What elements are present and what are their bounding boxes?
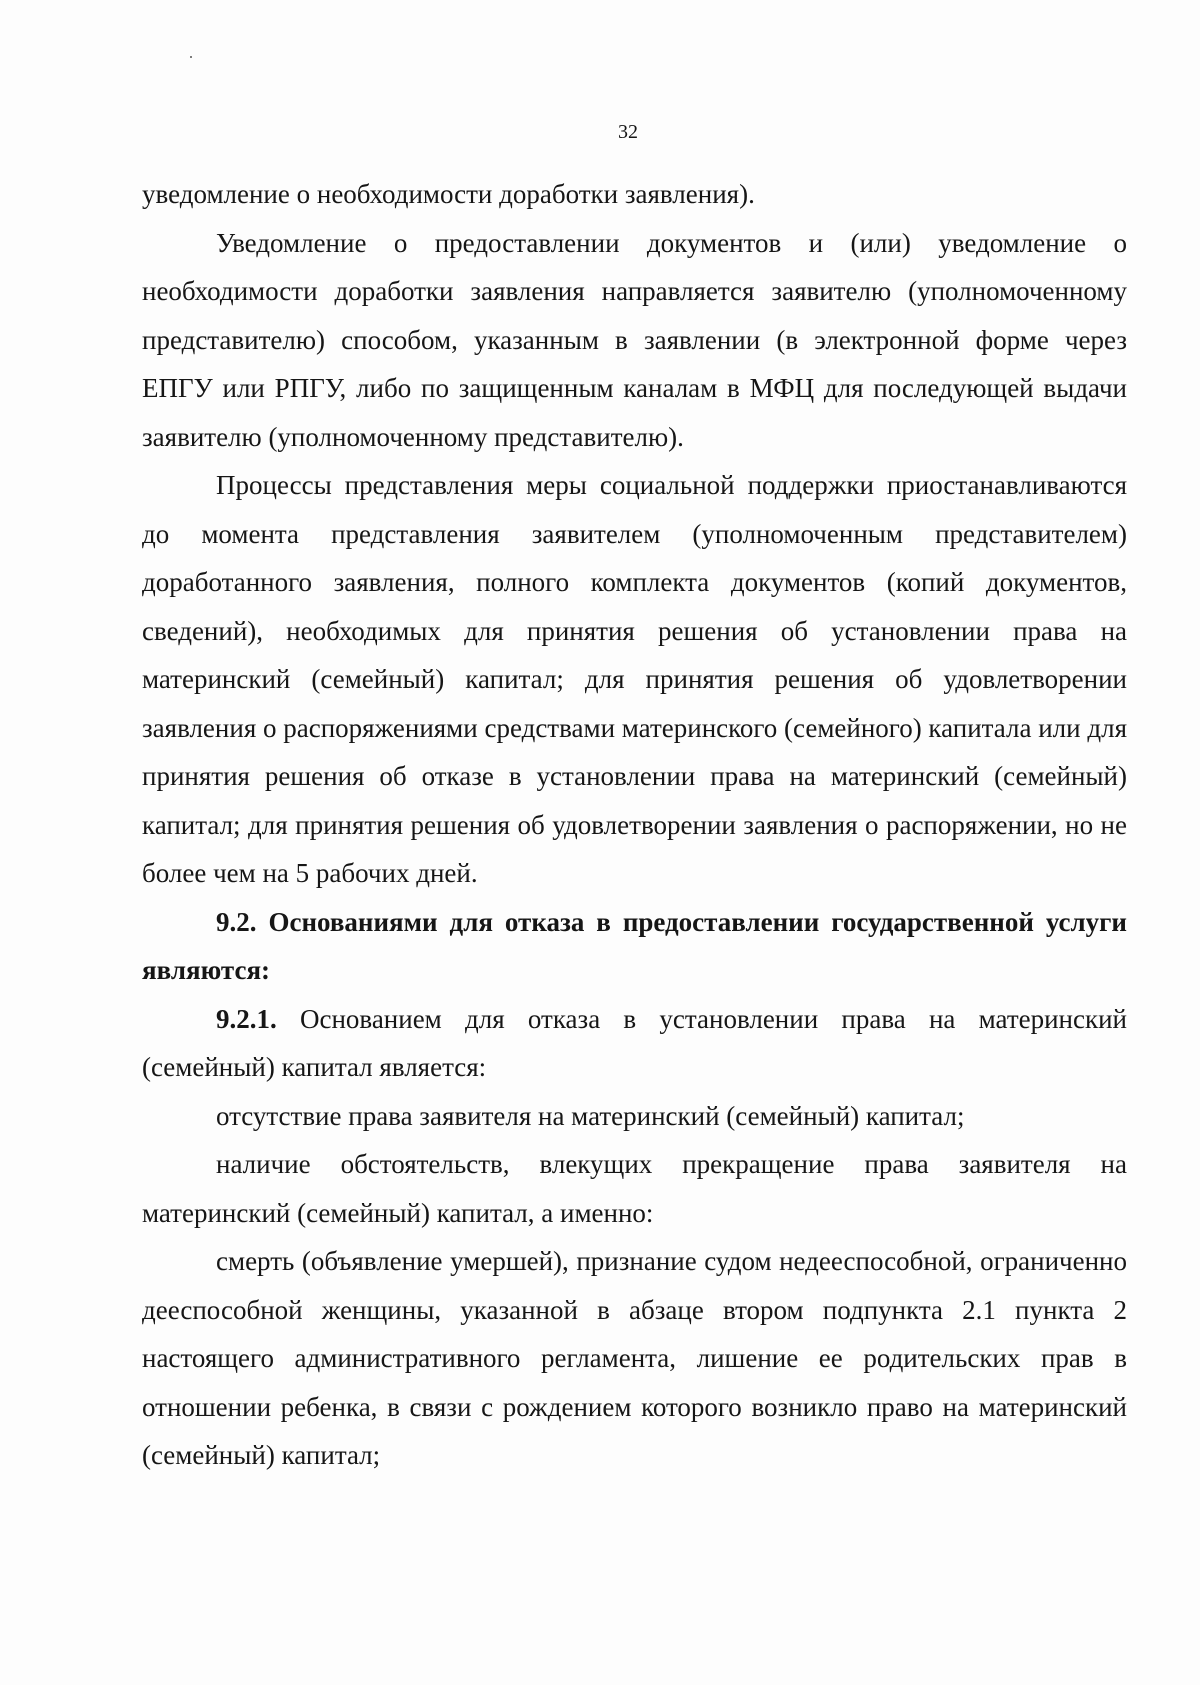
section-heading-refusal-grounds: 9.2. Основаниями для отказа в предоставлении государственной услуги являются:: [142, 906, 1127, 985]
paragraph-circumstances: наличие обстоятельств, влекущих прекращение права заявителя на материнский (семейный) капитал, а именно:: [142, 1149, 1127, 1228]
paragraph-notification-delivery: Уведомление о предоставлении документов и (или) уведомление о необходимости доработки заявления направляется заявителю (уполномоченному представителю) способом, указанным в заявлении (в электронной форме через ЕПГУ или РПГУ, либо по защищенным каналам в МФЦ для последующей выдачи заявителю (уполномоченному представителю).: [142, 227, 1127, 452]
document-body: [142, 170, 1127, 1480]
page-number: 32: [618, 121, 638, 143]
scan-speck: [190, 56, 192, 58]
clause-text: Основанием для отказа в установлении права на материнский (семейный) капитал является:: [142, 1003, 1127, 1082]
clause-number: 9.2.1.: [216, 1003, 277, 1034]
paragraph-death-incapacity: смерть (объявление умершей), признание судом недееспособной, ограниченно дееспособной женщины, указанной в абзаце втором подпункта 2.1 пункта 2 настоящего административного регламента, лишение ее родительских прав в отношении ребенка, в связи с рождением которого возникло право на материнский (семейный) капитал;: [142, 1246, 1127, 1470]
paragraph-refusal-basis: [142, 995, 1127, 1092]
paragraph-continuation: уведомление о необходимости доработки заявления).: [142, 179, 755, 209]
paragraph-no-right: отсутствие права заявителя на материнский (семейный) капитал;: [216, 1100, 965, 1131]
paragraph-process-suspension: Процессы представления меры социальной поддержки приостанавливаются до момента представления заявителем (уполномоченным представителем) доработанного заявления, полного комплекта документов (копий документов, сведений), необходимых для принятия решения об установлении права на материнский (семейный) капитал; для принятия решения об удовлетворении заявления о распоряжениями средствами материнского (семейного) капитала или для принятия решения об отказе в установлении права на материнский (семейный) капитал; для принятия решения об удовлетворении заявления о распоряжении, но не более чем на 5 рабочих дней.: [142, 470, 1127, 888]
